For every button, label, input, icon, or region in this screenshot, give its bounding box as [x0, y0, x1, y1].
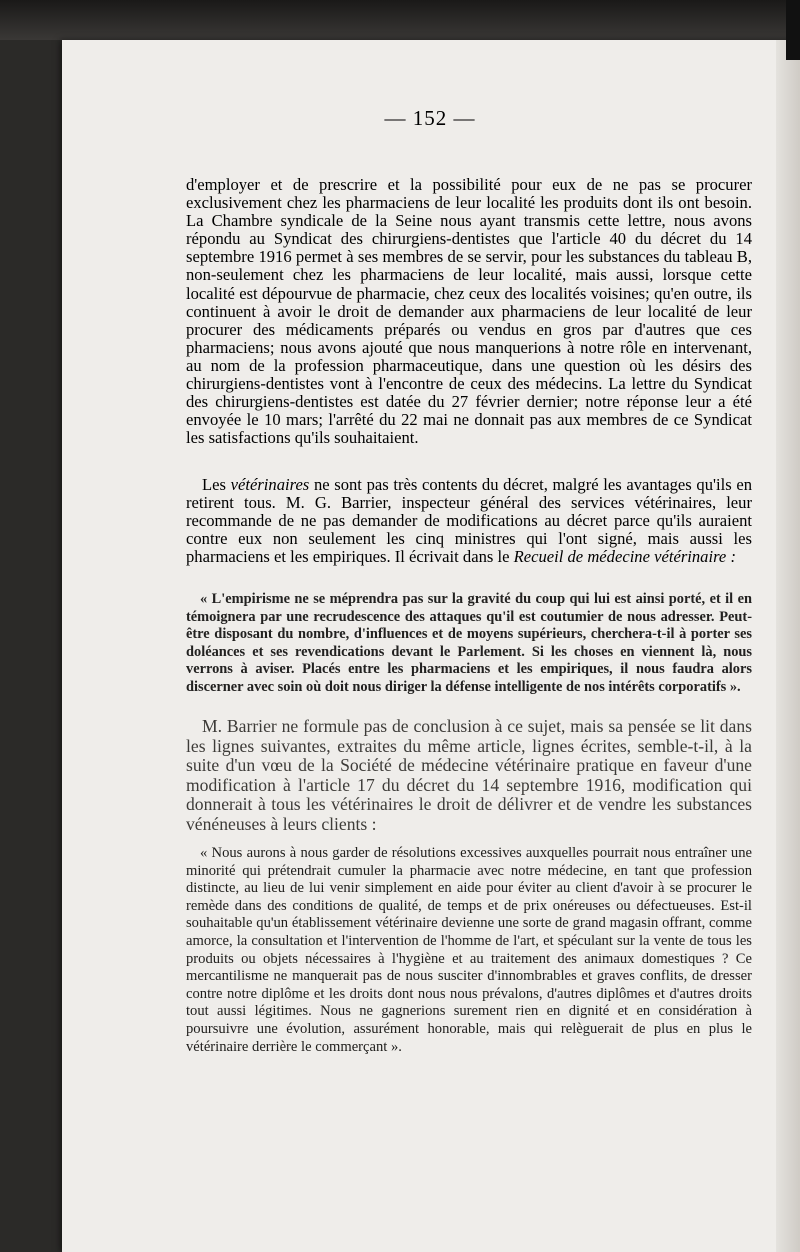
paragraph-2-middle: ne sont pas très contents du décret, malgré les avantages qu'ils en retirent tous. M. G. Barrier, inspecteur général des services vétérinaires, leur recommande de ne pas demander de modifications au décret parce qu'ils auraient contre eux non seulement les cinq ministres qui l'ont signé, mais aussi les pharmaciens et les empiriques. Il écrivait dans le	[186, 475, 752, 567]
paragraph-2	[186, 476, 752, 566]
page-edge-shadow	[776, 40, 800, 1252]
scan-edge-strip	[786, 0, 800, 60]
scan-background-top	[0, 0, 800, 40]
paragraph-2-emphasis-veterinaires: vétérinaires	[230, 475, 310, 494]
paragraph-1: d'employer et de prescrire et la possibilité pour eux de ne pas se procurer exclusivement chez les pharmaciens de leur localité les produits dont ils ont besoin. La Chambre syndicale de la Seine nous ayant transmis cette lettre, nous avons répondu au Syndicat des chirurgiens-dentistes que l'article 40 du décret du 14 septembre 1916 permet à ses membres de se servir, pour les substances du tableau B, non-seulement chez les pharmaciens de leur localité, mais aussi, lorsque cette localité est dépourvue de pharmacie, chez ceux des localités voisines; qu'en outre, ils continuent à avoir le droit de demander aux pharmaciens de leur localité de leur procurer des médicaments préparés ou vendus en gros par d'autres que ces pharmaciens; nous avons ajouté que nous manquerions à notre rôle en intervenant, au nom de la profession pharmaceutique, dans une question où les désirs des chirurgiens-dentistes vont à l'encontre de ceux des médecins. La lettre du Syndicat des chirurgiens-dentistes est datée du 27 février dernier; notre réponse leur a été envoyée le 10 mars; l'arrêté du 22 mai ne donnait pas aux membres de ce Syndicat les satisfactions qu'ils souhaitaient.	[186, 175, 752, 448]
quotation-2: « Nous aurons à nous garder de résolutions excessives auxquelles pourrait nous entraîner une minorité qui prétendrait cumuler la pharmacie avec notre médecine, en tant que profession distincte, au lieu de lui venir simplement en aide pour éviter au client d'avoir à se procurer le remède dans des conditions de qualité, de temps et de prix onéreuses ou défectueuses. Est-il souhaitable qu'un établissement vétérinaire devienne une sorte de grand magasin offrant, comme amorce, la consultation et l'intervention de l'homme de l'art, et spéculant sur la vente de tous les produits ou objets nécessaires à l'hygiène et au traitement des animaux domestiques ? Ce mercantilisme ne manquerait pas de nous susciter d'innombrables et graves conflits, de dresser contre notre diplôme et les droits dont nous nous prévalons, d'autres diplômes et d'autres droits tout aussi légitimes. Nous ne gagnerions surement rien en dignité et en considération à poursuivre une évolution, assurément honorable, mais qui relèguerait de plus en plus le vétérinaire derrière le commerçant ».	[186, 845, 752, 1055]
page-number: — 152 —	[384, 106, 476, 130]
paragraph-2-start: Les	[202, 475, 231, 494]
paragraph-2-emphasis-recueil: Recueil de médecine vétérinaire :	[513, 547, 736, 567]
quotation-1: « L'empirisme ne se méprendra pas sur la gravité du coup qui lui est ainsi porté, et il en témoignera par une recrudescence des attaques qu'il est coutumier de nous adresser. Peut-être disposant du nombre, d'influences et de moyens supérieurs, cherchera-t-il à porter ses doléances et ses revendications devant le Parlement. Si les choses en viennent là, nous verrons à aviser. Placés entre les pharmaciens et les empiriques, il nous faudra alors discerner avec soin où doit nous diriger la défense intelligente de nos intérêts corporatifs ».	[186, 591, 752, 695]
paragraph-3: M. Barrier ne formule pas de conclusion à ce sujet, mais sa pensée se lit dans les lignes suivantes, extraites du même article, lignes écrites, semble-t-il, à la suite d'un vœu de la Société de médecine vétérinaire pratique en faveur d'une modification à l'article 17 du décret du 14 septembre 1916, modification qui donnerait à tous les vétérinaires le droit de délivrer et de vendre les substances vénéneuses à leurs clients :	[186, 716, 752, 834]
